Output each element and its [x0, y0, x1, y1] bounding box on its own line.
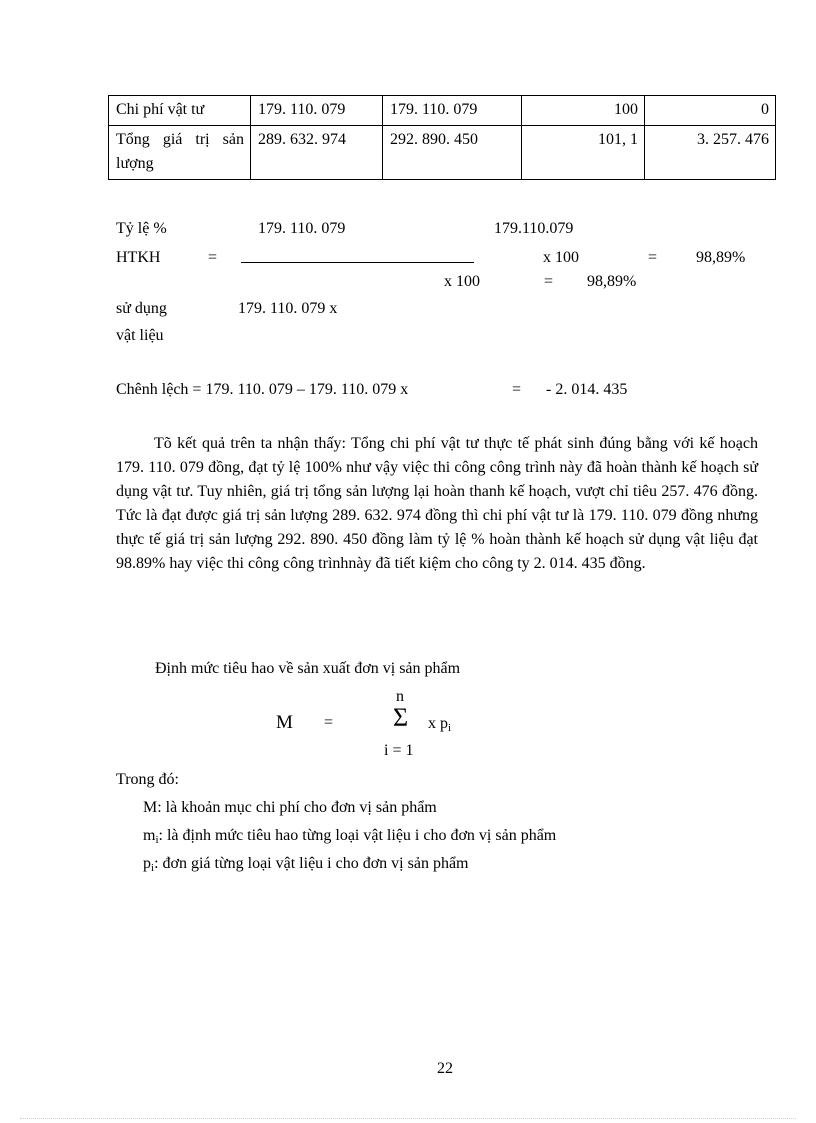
htkh-label: HTKH [116, 249, 161, 266]
formula-intro: Định mức tiêu hao về sản xuất đơn vị sản phẩm [155, 660, 461, 677]
table-cell: 3. 257. 476 [645, 126, 776, 180]
footer-divider [20, 1118, 796, 1119]
formula-equals: = [324, 714, 334, 731]
formula-rhs: x $p_i$ [428, 715, 452, 734]
definition-pi: $p_i$: đơn giá từng loại vật liệu i cho đơn vị sản phẩm [143, 855, 469, 874]
formula-lhs: M [276, 712, 293, 733]
table-cell: 101, 1 [522, 126, 645, 180]
table-cell: 179. 110. 079 [251, 96, 383, 126]
definition-mi: $m_i$: là định mức tiêu hao từng loại vật liệu i cho đơn vị sản phẩm [143, 827, 557, 846]
chenh-lech-expression: Chênh lệch = 179. 110. 079 – 179. 110. 079 x [116, 381, 409, 398]
times-100: x 100 [543, 249, 579, 266]
equals-sign: = [512, 381, 522, 398]
result-value: 98,89% [696, 249, 746, 266]
definition-m: M: là khoản mục chi phí cho đơn vị sản phẩm [143, 799, 437, 816]
denominator: 179. 110. 079 x [238, 300, 338, 317]
table-cell: 100 [522, 96, 645, 126]
table-row [109, 96, 776, 126]
sum-upper-limit: n [396, 688, 404, 705]
ty-le-label: Tỷ lệ % [116, 220, 167, 237]
equals-sign: = [544, 273, 554, 290]
sum-lower-limit: i = 1 [384, 742, 414, 759]
equals-sign: = [648, 249, 658, 266]
cost-table [108, 95, 776, 180]
table-row [109, 126, 776, 180]
sigma-symbol: Σ [393, 703, 409, 732]
table-cell: 0 [645, 96, 776, 126]
table-cell: 292. 890. 450 [383, 126, 522, 180]
table-cell: Tổng giá trị sản lượng [109, 126, 251, 180]
table-cell: Chi phí vật tư [109, 96, 251, 126]
numerator-2: 179.110.079 [494, 220, 574, 237]
equals-sign: = [208, 249, 218, 266]
times-100: x 100 [444, 273, 480, 290]
numerator-1: 179. 110. 079 [258, 220, 346, 237]
table-cell: 179. 110. 079 [383, 96, 522, 126]
trong-do-title: Trong đó: [116, 771, 179, 788]
su-dung-label: sử dụng [116, 300, 167, 317]
page-number: 22 [437, 1060, 453, 1077]
analysis-paragraph: Tõ kết quả trên ta nhận thấy: Tổng chi phí vật tư thực tế phát sinh đúng bằng với kế hoạch 179. 110. 079 đồng, đạt tỷ lệ 100% như vậy việc thi công công trình này đã hoàn thành kế hoạch sử dụng vật tư. Tuy nhiên, giá trị tổng sản lượng lại hoàn thanh kế hoạch, vượt chỉ tiêu 257. 476 đồng. Tức là đạt được giá trị sản lượng 289. 632. 974 đồng thì chi phí vật tư là 179. 110. 079 đồng nhưng thực tế giá trị sản lượng 292. 890. 450 đồng làm tỷ lệ % hoàn thành kế hoạch sử dụng vật liệu đạt 98.89% hay việc thi công công trìnhnày đã tiết kiệm cho công ty 2. 014. 435 đồng. [116, 435, 758, 572]
fraction-line [241, 262, 474, 263]
table-cell: 289. 632. 974 [251, 126, 383, 180]
vat-lieu-label: vật liệu [116, 327, 164, 344]
chenh-lech-value: - 2. 014. 435 [546, 381, 628, 398]
result-value: 98,89% [587, 273, 637, 290]
